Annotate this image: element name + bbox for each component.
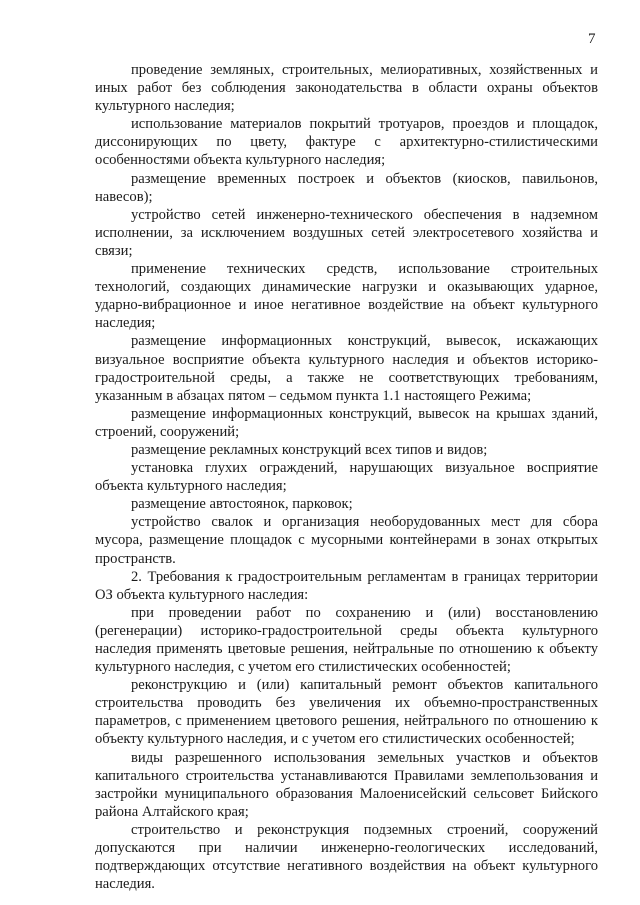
paragraph-engineering-networks: устройство сетей инженерно-технического обеспечения в надземном исполнении, за исключением воздушных сетей электросетевого хозяйства и связи;: [95, 206, 598, 259]
paragraph-color-solutions: при проведении работ по сохранению и (или) восстановлению (регенерации) историко-градостроительной среды объекта культурного наследия применять цветовые решения, нейтральные по отношению к объекту культурного наследия, с учетом его стилистических особенностей;: [95, 604, 598, 676]
paragraph-advertising: размещение рекламных конструкций всех типов и видов;: [131, 441, 488, 458]
paragraph-underground: строительство и реконструкция подземных строений, сооружений допускаются при наличии инженерно-геологических исследований, подтверждающих отсутствие негативного воздействия на объект культурного наследия.: [95, 821, 598, 893]
paragraph-information-structures: размещение информационных конструкций, вывесок, искажающих визуальное восприятие объекта культурного наследия и объектов историко-градостроительной среды, а также не соответствующих требованиям, указанным в абзацах пятом – седьмом пункта 1.1 настоящего Режима;: [95, 333, 598, 404]
paragraph-rooftop-signs: размещение информационных конструкций, вывесок на крышах зданий, строений, сооружений;: [95, 405, 598, 440]
document-body: [95, 61, 598, 893]
paragraph-temporary-structures: размещение временных построек и объектов (киосков, павильонов, навесов);: [95, 170, 598, 205]
paragraph-earthworks: проведение земляных, строительных, мелиоративных, хозяйственных и иных работ без соблюдения законодательства в области охраны объектов культурного наследия;: [95, 62, 598, 115]
page-number: 7: [588, 31, 596, 47]
paragraph-paving-materials: использование материалов покрытий тротуаров, проездов и площадок, диссонирующих по цвету, фактуре с архитектурно-стилистическими особенностями объекта культурного наследия;: [95, 116, 598, 169]
paragraph-waste: устройство свалок и организация необорудованных мест для сбора мусора, размещение площадок с мусорными контейнерами в зонах открытых пространств.: [95, 514, 598, 567]
paragraph-reconstruction: реконструкцию и (или) капитальный ремонт объектов капитального строительства проводить без увеличения их объемно-пространственных параметров, с применением цветового решения, нейтрального по отношению к объекту культурного наследия, и с учетом его стилистических особенностей;: [95, 677, 598, 748]
paragraph-permitted-use: виды разрешенного использования земельных участков и объектов капитального строительства устанавливаются Правилами землепользования и застройки муниципального образования Малоенисейский сельсовет Бийского района Алтайского края;: [95, 749, 598, 820]
paragraph-section-2-heading: 2. Требования к градостроительным регламентам в границах территории ОЗ объекта культурного наследия:: [95, 568, 598, 603]
paragraph-technical-means: применение технических средств, использование строительных технологий, создающих динамические нагрузки и оказывающих ударное, ударно-вибрационное и иное негативное воздействие на объект культурного наследия;: [95, 261, 598, 332]
paragraph-parking: размещение автостоянок, парковок;: [131, 496, 353, 513]
paragraph-solid-fences: установка глухих ограждений, нарушающих визуальное восприятие объекта культурного наследия;: [95, 460, 598, 495]
